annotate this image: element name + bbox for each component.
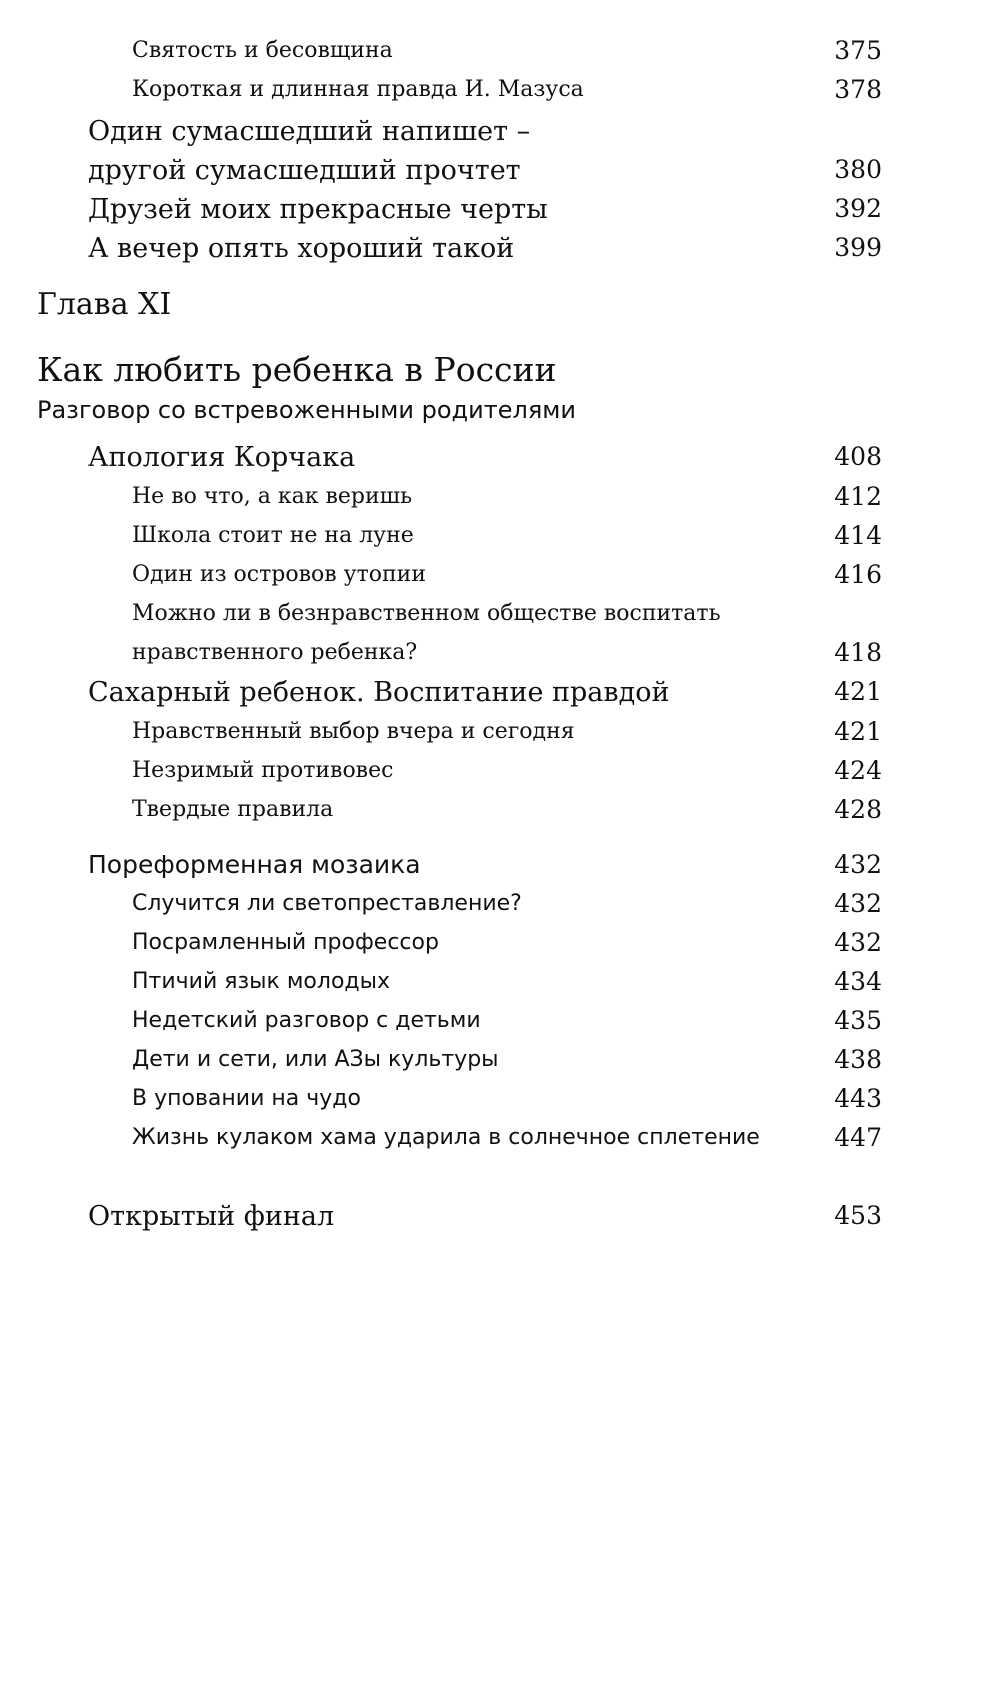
toc-entry-page: 378	[834, 75, 882, 104]
toc-entry-page: 435	[834, 1006, 882, 1035]
toc-entry-page: 375	[834, 36, 882, 65]
toc-entry-title: Школа стоит не на луне	[132, 523, 414, 548]
toc-entry-page: 416	[834, 560, 882, 589]
toc-section-title: Сахарный ребенок. Воспитание правдой	[88, 677, 670, 708]
toc-section-page: 408	[834, 442, 882, 471]
toc-entry-title: Дети и сети, или АЗы культуры	[132, 1047, 499, 1072]
toc-entry-page: 421	[834, 717, 882, 746]
toc-entry-page: 438	[834, 1045, 882, 1074]
toc-entry-title: Птичий язык молодых	[132, 969, 391, 994]
toc-entry-title: А вечер опять хороший такой	[88, 233, 515, 264]
toc-entry-title: Не во что, а как веришь	[132, 484, 413, 509]
toc-entry-title-line1: Один сумасшедший напишет –	[88, 116, 531, 147]
toc-entry-title: Святость и бесовщина	[132, 38, 393, 63]
toc-section-title: Пореформенная мозаика	[88, 850, 421, 879]
toc-entry-title: Посрамленный профессор	[132, 930, 439, 955]
toc-section-title: Апология Корчака	[88, 442, 356, 473]
toc-entry-page: 434	[834, 967, 882, 996]
chapter-label: Глава XI	[37, 287, 172, 322]
toc-section-page: 421	[834, 677, 882, 706]
toc-final-page: 453	[834, 1201, 882, 1230]
toc-entry-title: Случится ли светопреставление?	[132, 891, 522, 916]
toc-entry-title: Друзей моих прекрасные черты	[88, 194, 548, 225]
toc-entry-page: 399	[834, 233, 882, 262]
toc-entry-title-line2: нравственного ребенка?	[132, 640, 418, 665]
toc-entry-title: Нравственный выбор вчера и сегодня	[132, 719, 575, 744]
toc-entry-title: Незримый противовес	[132, 758, 394, 783]
toc-entry-page: 432	[834, 889, 882, 918]
chapter-subtitle: Разговор со встревоженными родителями	[37, 396, 576, 424]
toc-entry-page: 418	[834, 638, 882, 667]
toc-entry-title: Один из островов утопии	[132, 562, 426, 587]
toc-entry-page: 412	[834, 482, 882, 511]
toc-entry-title-line2: другой сумасшедший прочтет	[88, 155, 521, 186]
toc-entry-title-line1: Можно ли в безнравственном обществе воспитать	[132, 601, 721, 626]
toc-entry-page: 432	[834, 928, 882, 957]
toc-entry-page: 414	[834, 521, 882, 550]
chapter-title: Как любить ребенка в России	[37, 350, 557, 389]
toc-entry-title: В уповании на чудо	[132, 1086, 361, 1111]
toc-entry-page: 380	[834, 155, 882, 184]
toc-entry-title: Недетский разговор с детьми	[132, 1008, 481, 1033]
toc-final-title: Открытый финал	[88, 1201, 335, 1232]
toc-entry-title: Твердые правила	[132, 797, 334, 822]
toc-section-page: 432	[834, 850, 882, 879]
toc-entry-page: 392	[834, 194, 882, 223]
toc-entry-page: 424	[834, 756, 882, 785]
toc-entry-title: Короткая и длинная правда И. Мазуса	[132, 77, 584, 102]
toc-entry-title: Жизнь кулаком хама ударила в солнечное сплетение	[132, 1125, 760, 1150]
toc-entry-page: 447	[834, 1123, 882, 1152]
toc-entry-page: 443	[834, 1084, 882, 1113]
toc-entry-page: 428	[834, 795, 882, 824]
